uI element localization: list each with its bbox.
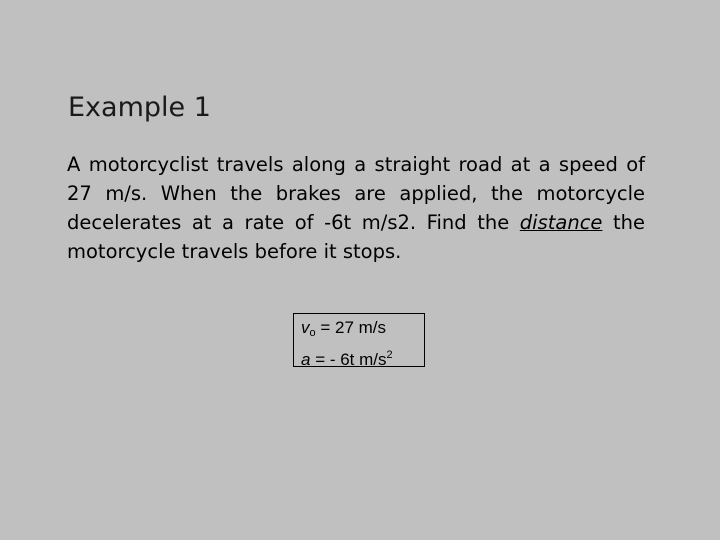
initial-velocity-line: [301, 317, 424, 344]
problem-text-part2: the motorcycle travels before it stops.: [67, 211, 645, 263]
slide-title: Example 1: [68, 92, 211, 123]
velocity-value: = 27 m/s: [315, 318, 387, 337]
acceleration-line: [301, 344, 424, 371]
velocity-variable: v: [301, 318, 310, 337]
velocity-subscript: o: [309, 327, 316, 339]
given-values-box: [293, 313, 425, 367]
problem-statement: [67, 150, 645, 266]
problem-text-part1: A motorcyclist travels along a straight road at a speed of 27 m/s. When the brakes are applied, the motorcycle decelerates at a rate of -6t m/s2. Find the: [67, 153, 645, 234]
distance-emphasis: distance: [519, 211, 603, 234]
acceleration-variable: a: [301, 350, 311, 369]
acceleration-value: = - 6t m/s: [310, 350, 387, 369]
acceleration-superscript: 2: [386, 349, 393, 361]
